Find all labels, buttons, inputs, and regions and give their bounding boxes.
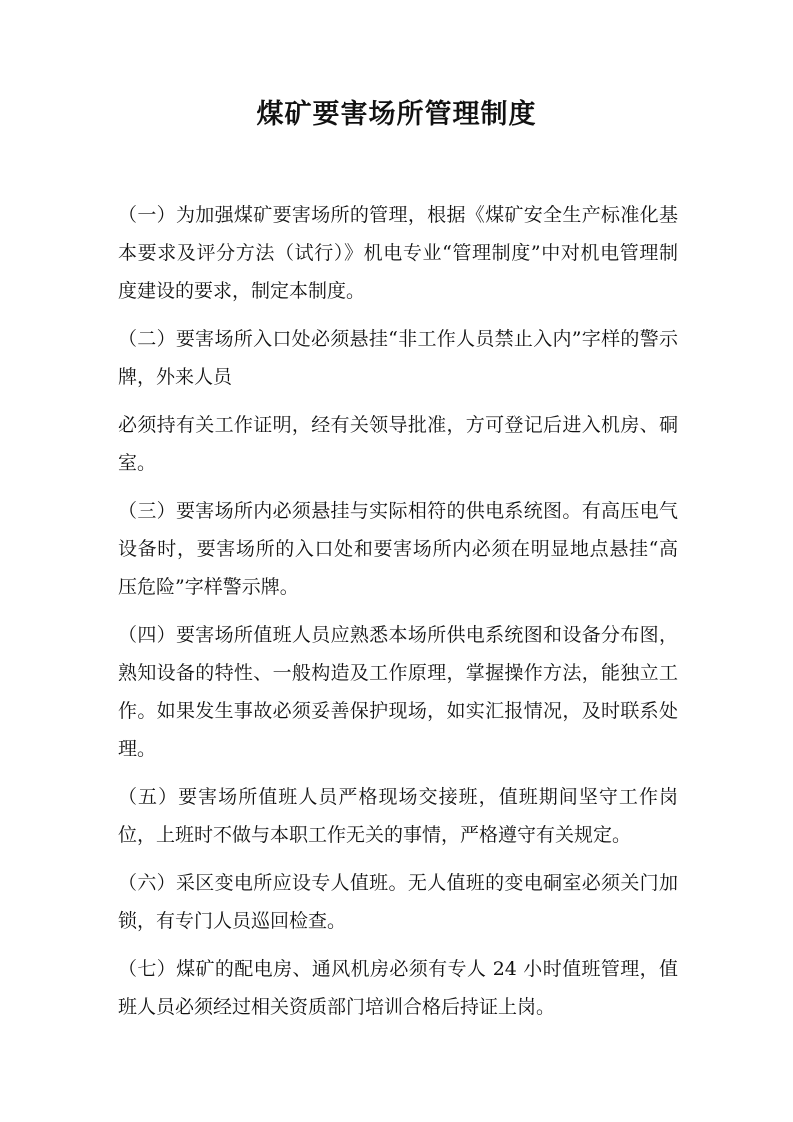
paragraph-5: （四）要害场所值班人员应熟悉本场所供电系统图和设备分布图，熟知设备的特性、一般构造及工作原理，掌握操作方法，能独立工作。如果发生事故必须妥善保护现场，如实汇报情况，及时联系处理。 (118, 624, 678, 760)
document-body (118, 196, 678, 1036)
paragraph-3: 必须持有关工作证明，经有关领导批准，方可登记后进入机房、硐室。 (118, 414, 678, 474)
paragraph-8: （七）煤矿的配电房、通风机房必须有专人 24 小时值班管理，值班人员必须经过相关资质部门培训合格后持证上岗。 (118, 958, 678, 1018)
paragraph-1: （一）为加强煤矿要害场所的管理，根据《煤矿安全生产标准化基本要求及评分方法（试行）》机电专业“管理制度”中对机电管理制度建设的要求，制定本制度。 (118, 204, 678, 302)
paragraph-7: （六）采区变电所应设专人值班。无人值班的变电硐室必须关门加锁，有专门人员巡回检查。 (118, 872, 678, 932)
paragraph-4: （三）要害场所内必须悬挂与实际相符的供电系统图。有高压电气设备时，要害场所的入口处和要害场所内必须在明显地点悬挂“高压危险”字样警示牌。 (118, 500, 678, 598)
paragraph-6: （五）要害场所值班人员严格现场交接班，值班期间坚守工作岗位，上班时不做与本职工作无关的事情，严格遵守有关规定。 (118, 786, 678, 846)
document-title: 煤矿要害场所管理制度 (256, 99, 537, 130)
paragraph-2: （二）要害场所入口处必须悬挂“非工作人员禁止入内”字样的警示牌，外来人员 (118, 328, 678, 388)
